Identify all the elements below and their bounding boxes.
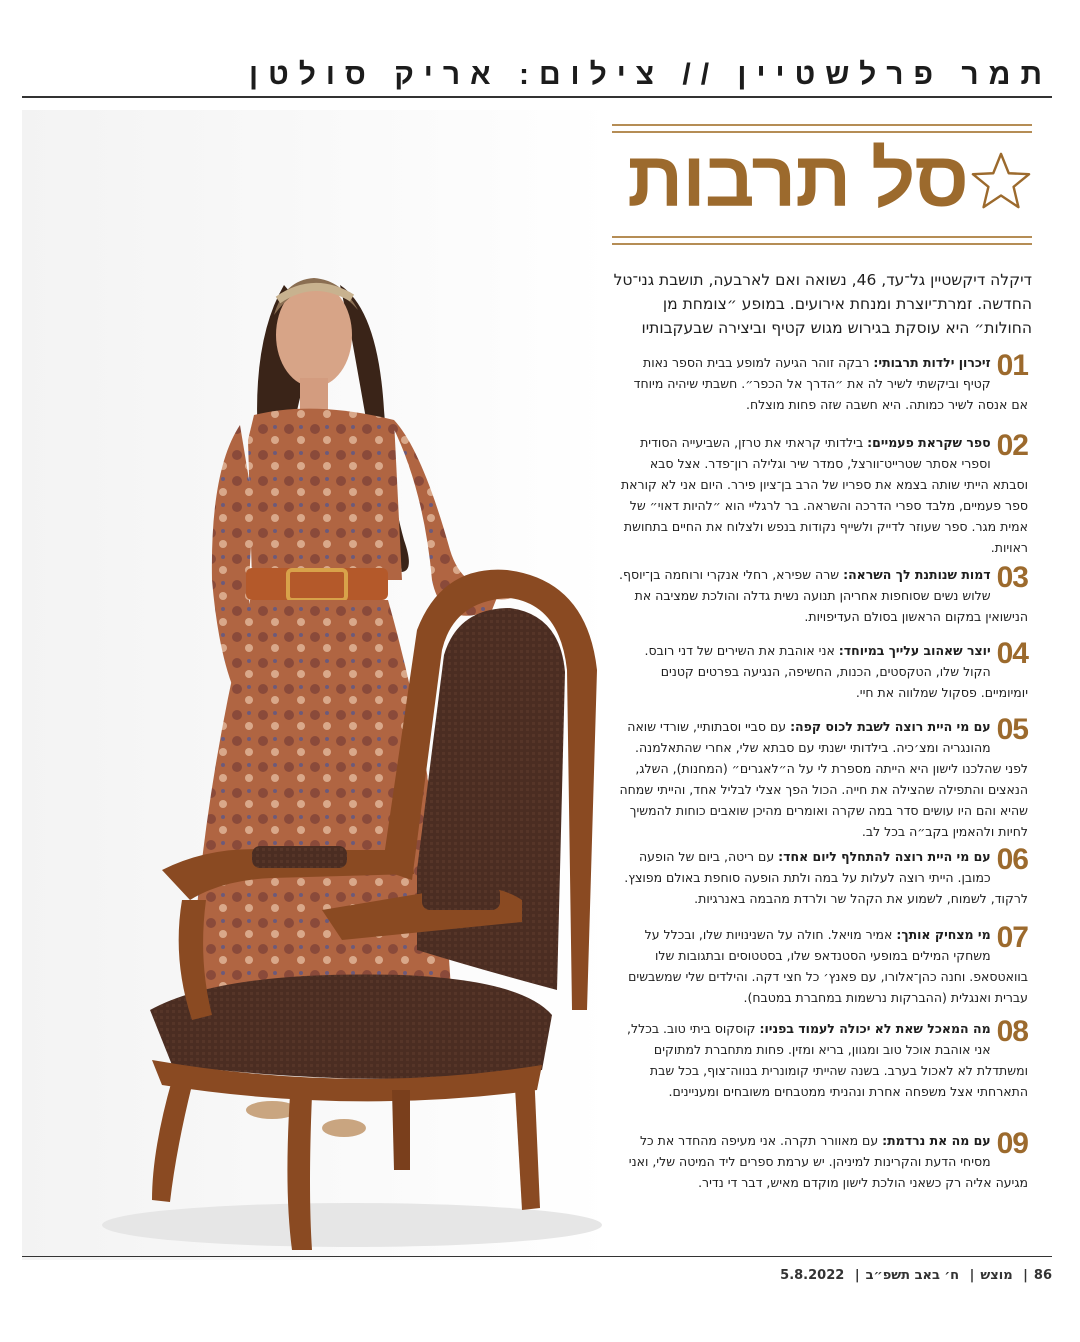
byline: תמר פרלשטיין // צילום: אריק סולטן — [249, 58, 1052, 91]
qa-question: מי מצחיק אותך: — [896, 927, 991, 942]
qa-question: עם מי היית רוצה להתחלף ליום אחד: — [778, 849, 991, 864]
issue-date: 5.8.2022 — [780, 1268, 845, 1283]
top-rule — [22, 96, 1052, 98]
intro-paragraph: דיקלה דיקשטיין גל־עד, 46, נשואה ואם לארבעה, תושבת גני־טל החדשה. זמרת־יוצרת ומנחת אירועים. במופע ״צומחת מן החולות״ היא עוסקת בגירוש מגוש קטיף וביצירה שבעקבותיו — [613, 271, 1032, 337]
qa-item — [614, 1015, 1028, 1102]
qa-item — [614, 921, 1028, 1008]
qa-answer: עם סביי וסבתותיי, שורדי שואה מהונגריה ומצ׳כיה. בילדותי ישנתי עם סבתא שלי, אחרי שהתאלמנה. לפני שהלכנו לישון היא הייתה מספרת לי על ה״לאגרים״ (המחנות), השלג, הנאצים והתפילה שהצילה את חייה. הכול הפך אצלי לבליל אחד, והייתי שמחה שהיא והם היו עושים סדר במה שקרה ואומרים מהיכן שואבים כוחות להמשיך לחיות ולהאמין בקב״ה בכל לב. — [619, 719, 1028, 839]
qa-answer: קוסקוס ביתי טוב. בכלל, אני אוהבת אוכל טוב ומגוון, בריא ומזין. פחות מתחברת למתוקים ומשתדלת לא לאכול בערב. בשנה שהייתי קומונרית בנווה־צוף, בכל שבת התארחתי אצל משפחה אחרת ונהניתי ממטבחים משובחים ומעניינים. — [627, 1021, 1028, 1099]
qa-answer: בילדותי קראתי את טרזן, השביעייה הסודית וספרי אסתר שטרייט־וורצל, סמדר שיר וגלילה רון־פדר. אצל סבא וסבתא הייתי שותה בצמא את ספריו של הרב בן־ציון פירר. היום אני לא קוראת ספר פעמיים, מלבד ספרי הדרכה והשראה. בר לרגליי הוא ״להיות דאוי״ של אמית מגר. ספר שעוזר לדייק ולשייף נקודות בנפש ולצלוח את החיים בתחושת ראויות. — [620, 435, 1028, 555]
qa-number: 06 — [996, 843, 1028, 876]
qa-question: עם מי היית רוצה לשבת לכוס קפה: — [790, 719, 991, 734]
qa-question: זיכרון ילדות תרבותי: — [873, 355, 991, 370]
qa-answer: שרה שפירא, רחלי אנקרי ורוחמה בן־יוסף. שלוש נשים שסוחפות אחריהן תנועה נשית גדלה והולכת שמציבה את הנישואין במקום הראשון בסולם העדיפויות. — [619, 567, 1028, 624]
qa-item — [614, 1127, 1028, 1193]
qa-item — [614, 713, 1028, 842]
qa-item — [614, 561, 1028, 627]
qa-question: ספר שקראת פעמיים: — [867, 435, 991, 450]
qa-item — [614, 637, 1028, 703]
qa-answer: אני אוהבת את השירים של דני רובס. הקול שלו, הטקסטים, הכנות, החשיפה, הנגיעה בפרטים קטנים יומיומיים. פסקול שמלווה את חיי. — [644, 643, 1028, 700]
qa-question: מה המאכל שאת לא יכולה לעמוד בפניו: — [759, 1021, 991, 1036]
qa-number: 04 — [996, 637, 1028, 670]
qa-answer: רבקה זוהר הגיעה למופע בבית הספר נאות קטיף וביקשתי לשיר לה את ״הדרך אל הכפר״. חשבתי שיהיה מיוחד אם אנסה לשיר כמותה. היא חשבה שזה פחות מוצלח. — [633, 355, 1028, 412]
bottom-rule — [22, 1256, 1052, 1257]
qa-question: דמות שנותנת לך השראה: — [843, 567, 991, 582]
qa-answer: אמיר מויאל. חולה על השנינויות שלו, ובכלל על משחקי המילים במופעי הסטנדאפ שלו, בסטטוסים ובתגובות שלו בוואטסאפ. וחנה כהן־אלורו, עם פאנץ׳ כל חצי דקה. והילדים שלי שמשבשים עברית ואנגלית (ההברקות נרשמות במחברת במטבח). — [628, 927, 1028, 1005]
qa-item — [614, 843, 1028, 909]
qa-item — [614, 349, 1028, 415]
qa-number: 01 — [996, 349, 1028, 382]
hebrew-date: ח׳ באב תשפ״ב — [865, 1268, 960, 1283]
portrait-photo — [22, 110, 612, 1260]
qa-number: 08 — [996, 1015, 1028, 1048]
qa-question: עם מה את נרדמת: — [882, 1133, 991, 1148]
qa-number: 02 — [996, 429, 1028, 462]
section-title: סל תרבות — [627, 135, 968, 223]
star-outline-icon — [970, 150, 1032, 212]
qa-answer: עם ריטה, ביום של הופעה כמובן. הייתי רוצה לעלות על במה ולתת הופעה סוחפת באולם מפוצץ. לרקוד, לשמוח, לשמוע את הקהל שר ולרדת מהבמה באנרגיות. — [624, 849, 1028, 906]
magazine-name: מוצש — [980, 1268, 1013, 1283]
qa-number: 09 — [996, 1127, 1028, 1160]
page-footer: 86| מוצש| ח׳ באב תשפ״ב| 5.8.2022 — [780, 1268, 1052, 1283]
qa-item — [614, 429, 1028, 558]
qa-number: 07 — [996, 921, 1028, 954]
qa-answer: עם מאוורר תקרה. אני מעיפה מהחדר את כל מסיחי הדעת והקרינות למיניהן. יש ערמת ספרים ליד המיטה שלי, ואני מגיעה אליה רק כשאני הולכת לישון מוקדם מאיש, דבר די נדיר. — [628, 1133, 1028, 1190]
page-number: 86 — [1033, 1268, 1052, 1283]
qa-number: 03 — [996, 561, 1028, 594]
qa-number: 05 — [996, 713, 1028, 746]
qa-question: יוצר שאהוב עלייך במיוחד: — [838, 643, 991, 658]
